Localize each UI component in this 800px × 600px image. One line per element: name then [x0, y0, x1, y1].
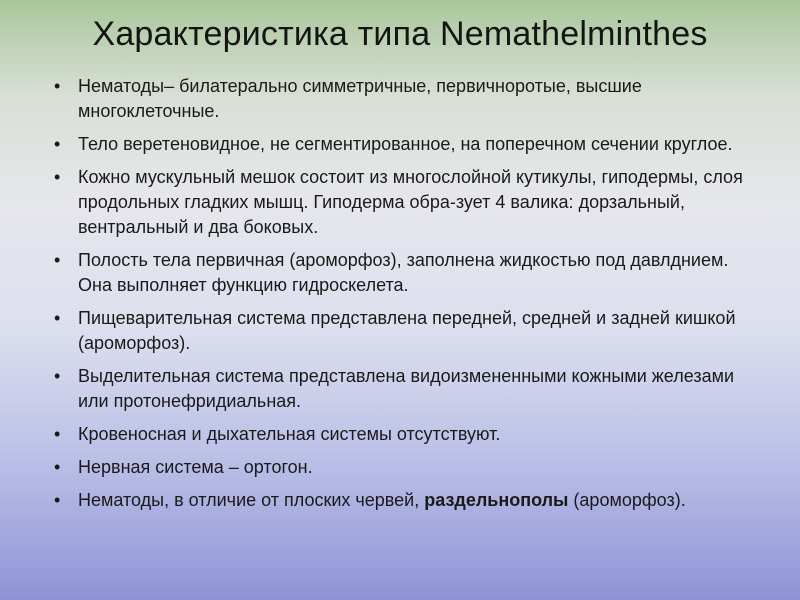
- bullet-icon: •: [54, 490, 61, 510]
- bullet-text: Пищеварительная система представлена передней, средней и задней кишкой (ароморфоз).: [78, 308, 736, 353]
- bullet-icon: •: [54, 424, 61, 444]
- bullet-item-7: [42, 422, 757, 447]
- bullet-item-2: [42, 132, 757, 157]
- bullet-text: Кровеносная и дыхательная системы отсутствуют.: [78, 424, 501, 444]
- bullet-icon: •: [54, 250, 61, 270]
- bullet-item-6: [42, 364, 757, 414]
- bullet-item-3: [42, 165, 757, 240]
- bullet-text: Нервная система – ортогон.: [78, 457, 313, 477]
- bullet-text: Полость тела первичная (ароморфоз), заполнена жидкостью под давлднием. Она выполняет функцию гидроскелета.: [78, 250, 729, 295]
- bullet-icon: •: [54, 457, 61, 477]
- bullet-item-1: [42, 74, 757, 124]
- bullet-icon: •: [54, 76, 61, 96]
- slide-title: Характеристика типа Nemathelminthes: [92, 15, 708, 53]
- bullet-icon: •: [54, 167, 61, 187]
- bullet-text-tail: (ароморфоз).: [568, 490, 686, 510]
- bullet-text: Кожно мускульный мешок состоит из многослойной кутикулы, гиподермы, слоя продольных гладких мышц. Гиподерма обра-зует 4 валика: дорзальный, вентральный и два боковых.: [78, 167, 743, 237]
- bullet-list: [42, 74, 757, 521]
- bullet-item-4: [42, 248, 757, 298]
- bullet-icon: •: [54, 134, 61, 154]
- bullet-text: Выделительная система представлена видоизмененными кожными железами или протонефридиальная.: [78, 366, 735, 411]
- bullet-item-8: [42, 455, 757, 480]
- bullet-text: Нематоды– билатерально симметричные, первичноротые, высшие многоклеточные.: [78, 76, 642, 121]
- bullet-text: Нематоды, в отличие от плоских червей,: [78, 490, 425, 510]
- bullet-text-emphasis: раздельнополы: [424, 490, 569, 510]
- bullet-text: Тело веретеновидное, не сегментированное, на поперечном сечении круглое.: [78, 134, 733, 154]
- bullet-icon: •: [54, 366, 61, 386]
- bullet-item-9: [42, 488, 757, 513]
- bullet-icon: •: [54, 308, 61, 328]
- bullet-item-5: [42, 306, 757, 356]
